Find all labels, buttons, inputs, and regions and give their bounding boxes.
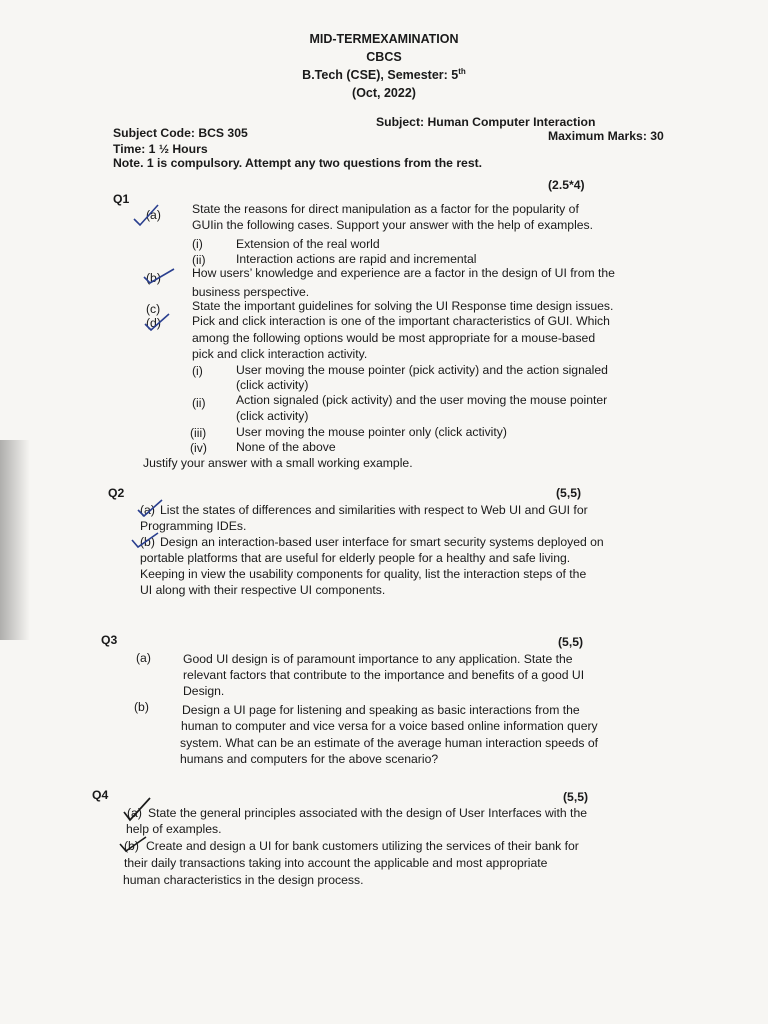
check-mark-icon (136, 498, 164, 518)
q1-d-ii-line: (click activity) (236, 409, 309, 423)
q1-c-text: State the important guidelines for solving the UI Response time design issues. (192, 299, 614, 313)
q1-d-iii-text: User moving the mouse pointer only (click activity) (236, 425, 507, 439)
q3-a-line: relevant factors that contribute to the importance and benefits of a good UI (183, 668, 585, 682)
q1-d-ii-line: Action signaled (pick activity) and the user moving the mouse pointer (236, 393, 608, 407)
q1-d-i-line: (click activity) (236, 378, 309, 392)
q3-a-label: (a) (136, 651, 151, 665)
q1-a-ii-label: (ii) (192, 253, 206, 267)
q1-a-i-label: (i) (192, 237, 203, 251)
q1-label: Q1 (113, 192, 130, 206)
q2-a-line: List the states of differences and similarities with respect to Web UI and GUI for (160, 503, 588, 517)
q4-b-label: (b) (124, 839, 139, 853)
q4-b-line: their daily transactions taking into account the applicable and most appropriate (124, 856, 548, 870)
q3-b-line: system. What can be an estimate of the average human interaction speeds of (180, 736, 598, 750)
q4-label: Q4 (92, 788, 109, 802)
q4-b-line: human characteristics in the design process. (123, 873, 364, 887)
exam-session: (Oct, 2022) (352, 86, 416, 100)
q1-d-label: (d) (146, 316, 161, 330)
q4-b-line: Create and design a UI for bank customers utilizing the services of their bank for (146, 839, 579, 853)
q3-a-line: Design. (183, 684, 225, 698)
q1-d-line: Pick and click interaction is one of the important characteristics of GUI. Which (192, 314, 610, 328)
q4-a-label: (a) (127, 806, 142, 820)
check-mark-icon (132, 203, 162, 227)
check-mark-icon (122, 796, 152, 822)
q2-label: Q2 (108, 486, 125, 500)
q1-d-ii-label: (ii) (192, 396, 206, 410)
q1-a-line: GUIin the following cases. Support your answer with the help of examples. (192, 218, 594, 232)
q1-b-line: business perspective. (192, 285, 310, 299)
q1-d-line: pick and click interaction activity. (192, 347, 368, 361)
q1-marks: (2.5*4) (548, 178, 585, 192)
q3-b-line: Design a UI page for listening and speaking as basic interactions from the (182, 703, 580, 717)
q2-b-line: Keeping in view the usability components for quality, list the interaction steps of the (140, 567, 587, 581)
q3-b-label: (b) (134, 700, 149, 714)
q2-b-label: (b) (140, 535, 155, 549)
q3-marks: (5,5) (558, 635, 584, 649)
q2-b-line: UI along with their respective UI components. (140, 583, 386, 597)
q4-a-line: help of examples. (126, 822, 222, 836)
q1-b-line: How users’ knowledge and experience are a factor in the design of UI from the (192, 266, 615, 280)
q1-b-label: (b) (146, 271, 161, 285)
q3-a-line: Good UI design is of paramount importance to any application. State the (183, 652, 573, 666)
exam-title: MID-TERMEXAMINATION (309, 32, 459, 46)
q1-c-label: (c) (146, 302, 161, 316)
exam-program: B.Tech (CSE), Semester: 5th (302, 66, 466, 82)
q1-a-ii-text: Interaction actions are rapid and incremental (236, 252, 477, 266)
check-mark-icon (143, 312, 171, 332)
subject-code: Subject Code: BCS 305 (113, 126, 248, 140)
q1-a-line: State the reasons for direct manipulation as a factor for the popularity of (192, 202, 579, 216)
check-mark-icon (118, 834, 148, 854)
q1-d-iv-text: None of the above (236, 440, 336, 454)
q1-d-i-label: (i) (192, 364, 203, 378)
q2-b-line: Design an interaction-based user interface for smart security systems deployed on (160, 535, 604, 549)
q2-marks: (5,5) (556, 486, 582, 500)
q1-d-i-line: User moving the mouse pointer (pick activity) and the action signaled (236, 363, 608, 377)
q1-d-iii-label: (iii) (190, 426, 207, 440)
q1-d-iv-label: (iv) (190, 441, 207, 455)
q2-a-line: Programming IDEs. (140, 519, 247, 533)
q2-a-label: (a) (140, 503, 155, 517)
subject-name: Subject: Human Computer Interaction (376, 115, 596, 129)
q3-b-line: humans and computers for the above scenario? (180, 752, 439, 766)
q2-b-line: portable platforms that are useful for elderly people for a healthy and safe living. (140, 551, 571, 565)
q3-b-line: human to computer and vice versa for a voice based online information query (181, 719, 598, 733)
q1-a-i-text: Extension of the real world (236, 237, 380, 251)
exam-time: Time: 1 ½ Hours (113, 142, 208, 156)
q4-a-line: State the general principles associated with the design of User Interfaces with the (148, 806, 587, 820)
check-mark-icon (130, 530, 160, 550)
exam-note: Note. 1 is compulsory. Attempt any two questions from the rest. (113, 156, 483, 170)
q3-label: Q3 (101, 633, 118, 647)
q1-a-label: (a) (146, 208, 161, 222)
check-mark-icon (142, 265, 176, 285)
exam-scheme: CBCS (366, 50, 402, 64)
q1-justify: Justify your answer with a small working example. (143, 456, 413, 470)
q1-d-line: among the following options would be most appropriate for a mouse-based (192, 331, 596, 345)
scan-shadow (0, 440, 30, 640)
maximum-marks: Maximum Marks: 30 (548, 129, 664, 143)
q4-marks: (5,5) (563, 790, 589, 804)
